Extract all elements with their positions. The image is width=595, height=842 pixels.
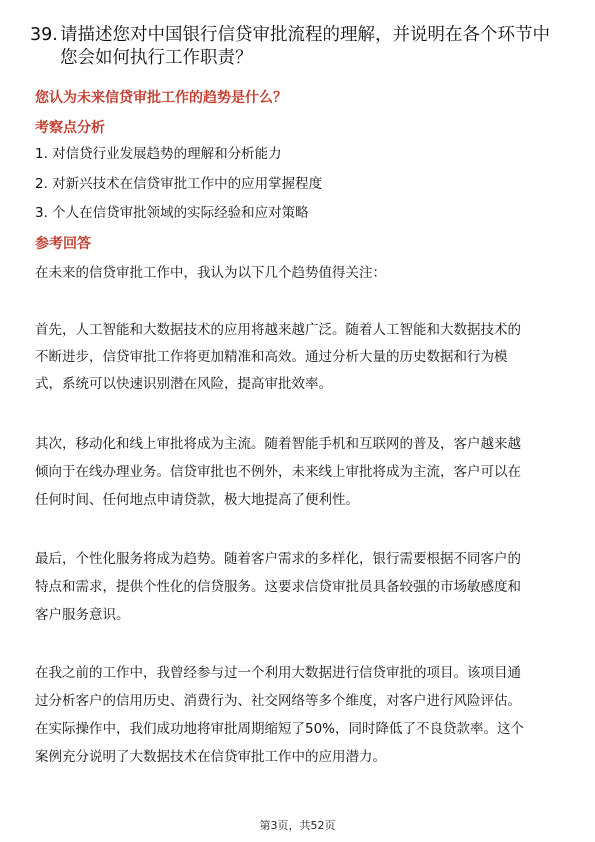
paragraph-line: 案例充分说明了大数据技术在信贷审批工作中的应用潜力。: [35, 749, 386, 765]
paragraph-line: 在实际操作中，我们成功地将审批周期缩短了50%，同时降低了不良贷款率。这个: [35, 721, 525, 737]
question-title-line-2: 您会如何执行工作职责？: [60, 48, 253, 68]
paragraph-line: 客户服务意识。: [35, 607, 130, 623]
paragraph-line: 任何时间、任何地点申请贷款，极大地提高了便利性。: [35, 492, 359, 508]
sub-question: 您认为未来信贷审批工作的趋势是什么？: [35, 90, 287, 106]
question-text-line-1: 请描述您对中国银行信贷审批流程的理解，并说明在各个环节中: [60, 25, 550, 45]
question-number: 39.: [30, 25, 58, 45]
page-footer: 第3页，共52页: [259, 819, 336, 832]
analysis-item: 1. 对信贷行业发展趋势的理解和分析能力: [35, 146, 282, 162]
analysis-heading: 考察点分析: [35, 120, 105, 136]
paragraph-line: 倾向于在线办理业务。信贷审批也不例外，未来线上审批将成为主流，客户可以在: [35, 464, 521, 480]
paragraph-line: 其次，移动化和线上审批将成为主流。随着智能手机和互联网的普及，客户越来越: [35, 436, 521, 452]
answer-heading: 参考回答: [35, 236, 91, 252]
analysis-item: 2. 对新兴技术在信贷审批工作中的应用掌握程度: [35, 176, 323, 192]
paragraph-line: 特点和需求，提供个性化的信贷服务。这要求信贷审批员具备较强的市场敏感度和: [35, 579, 521, 595]
paragraph-line: 首先，人工智能和大数据技术的应用将越来越广泛。随着人工智能和大数据技术的: [35, 322, 521, 338]
analysis-item: 3. 个人在信贷审批领域的实际经验和应对策略: [35, 205, 309, 221]
paragraph-line: 过分析客户的信用历史、消费行为、社交网络等多个维度，对客户进行风险评估。: [35, 693, 521, 709]
answer-intro: 在未来的信贷审批工作中，我认为以下几个趋势值得关注：: [35, 265, 386, 281]
paragraph-line: 最后，个性化服务将成为趋势。随着客户需求的多样化，银行需要根据不同客户的: [35, 551, 521, 567]
paragraph-line: 式，系统可以快速识别潜在风险，提高审批效率。: [35, 376, 332, 392]
question-title-line-1: [30, 24, 550, 46]
paragraph-line: 在我之前的工作中，我曾经参与过一个利用大数据进行信贷审批的项目。该项目通: [35, 665, 521, 681]
paragraph-line: 不断进步，信贷审批工作将更加精准和高效。通过分析大量的历史数据和行为模: [35, 349, 508, 365]
